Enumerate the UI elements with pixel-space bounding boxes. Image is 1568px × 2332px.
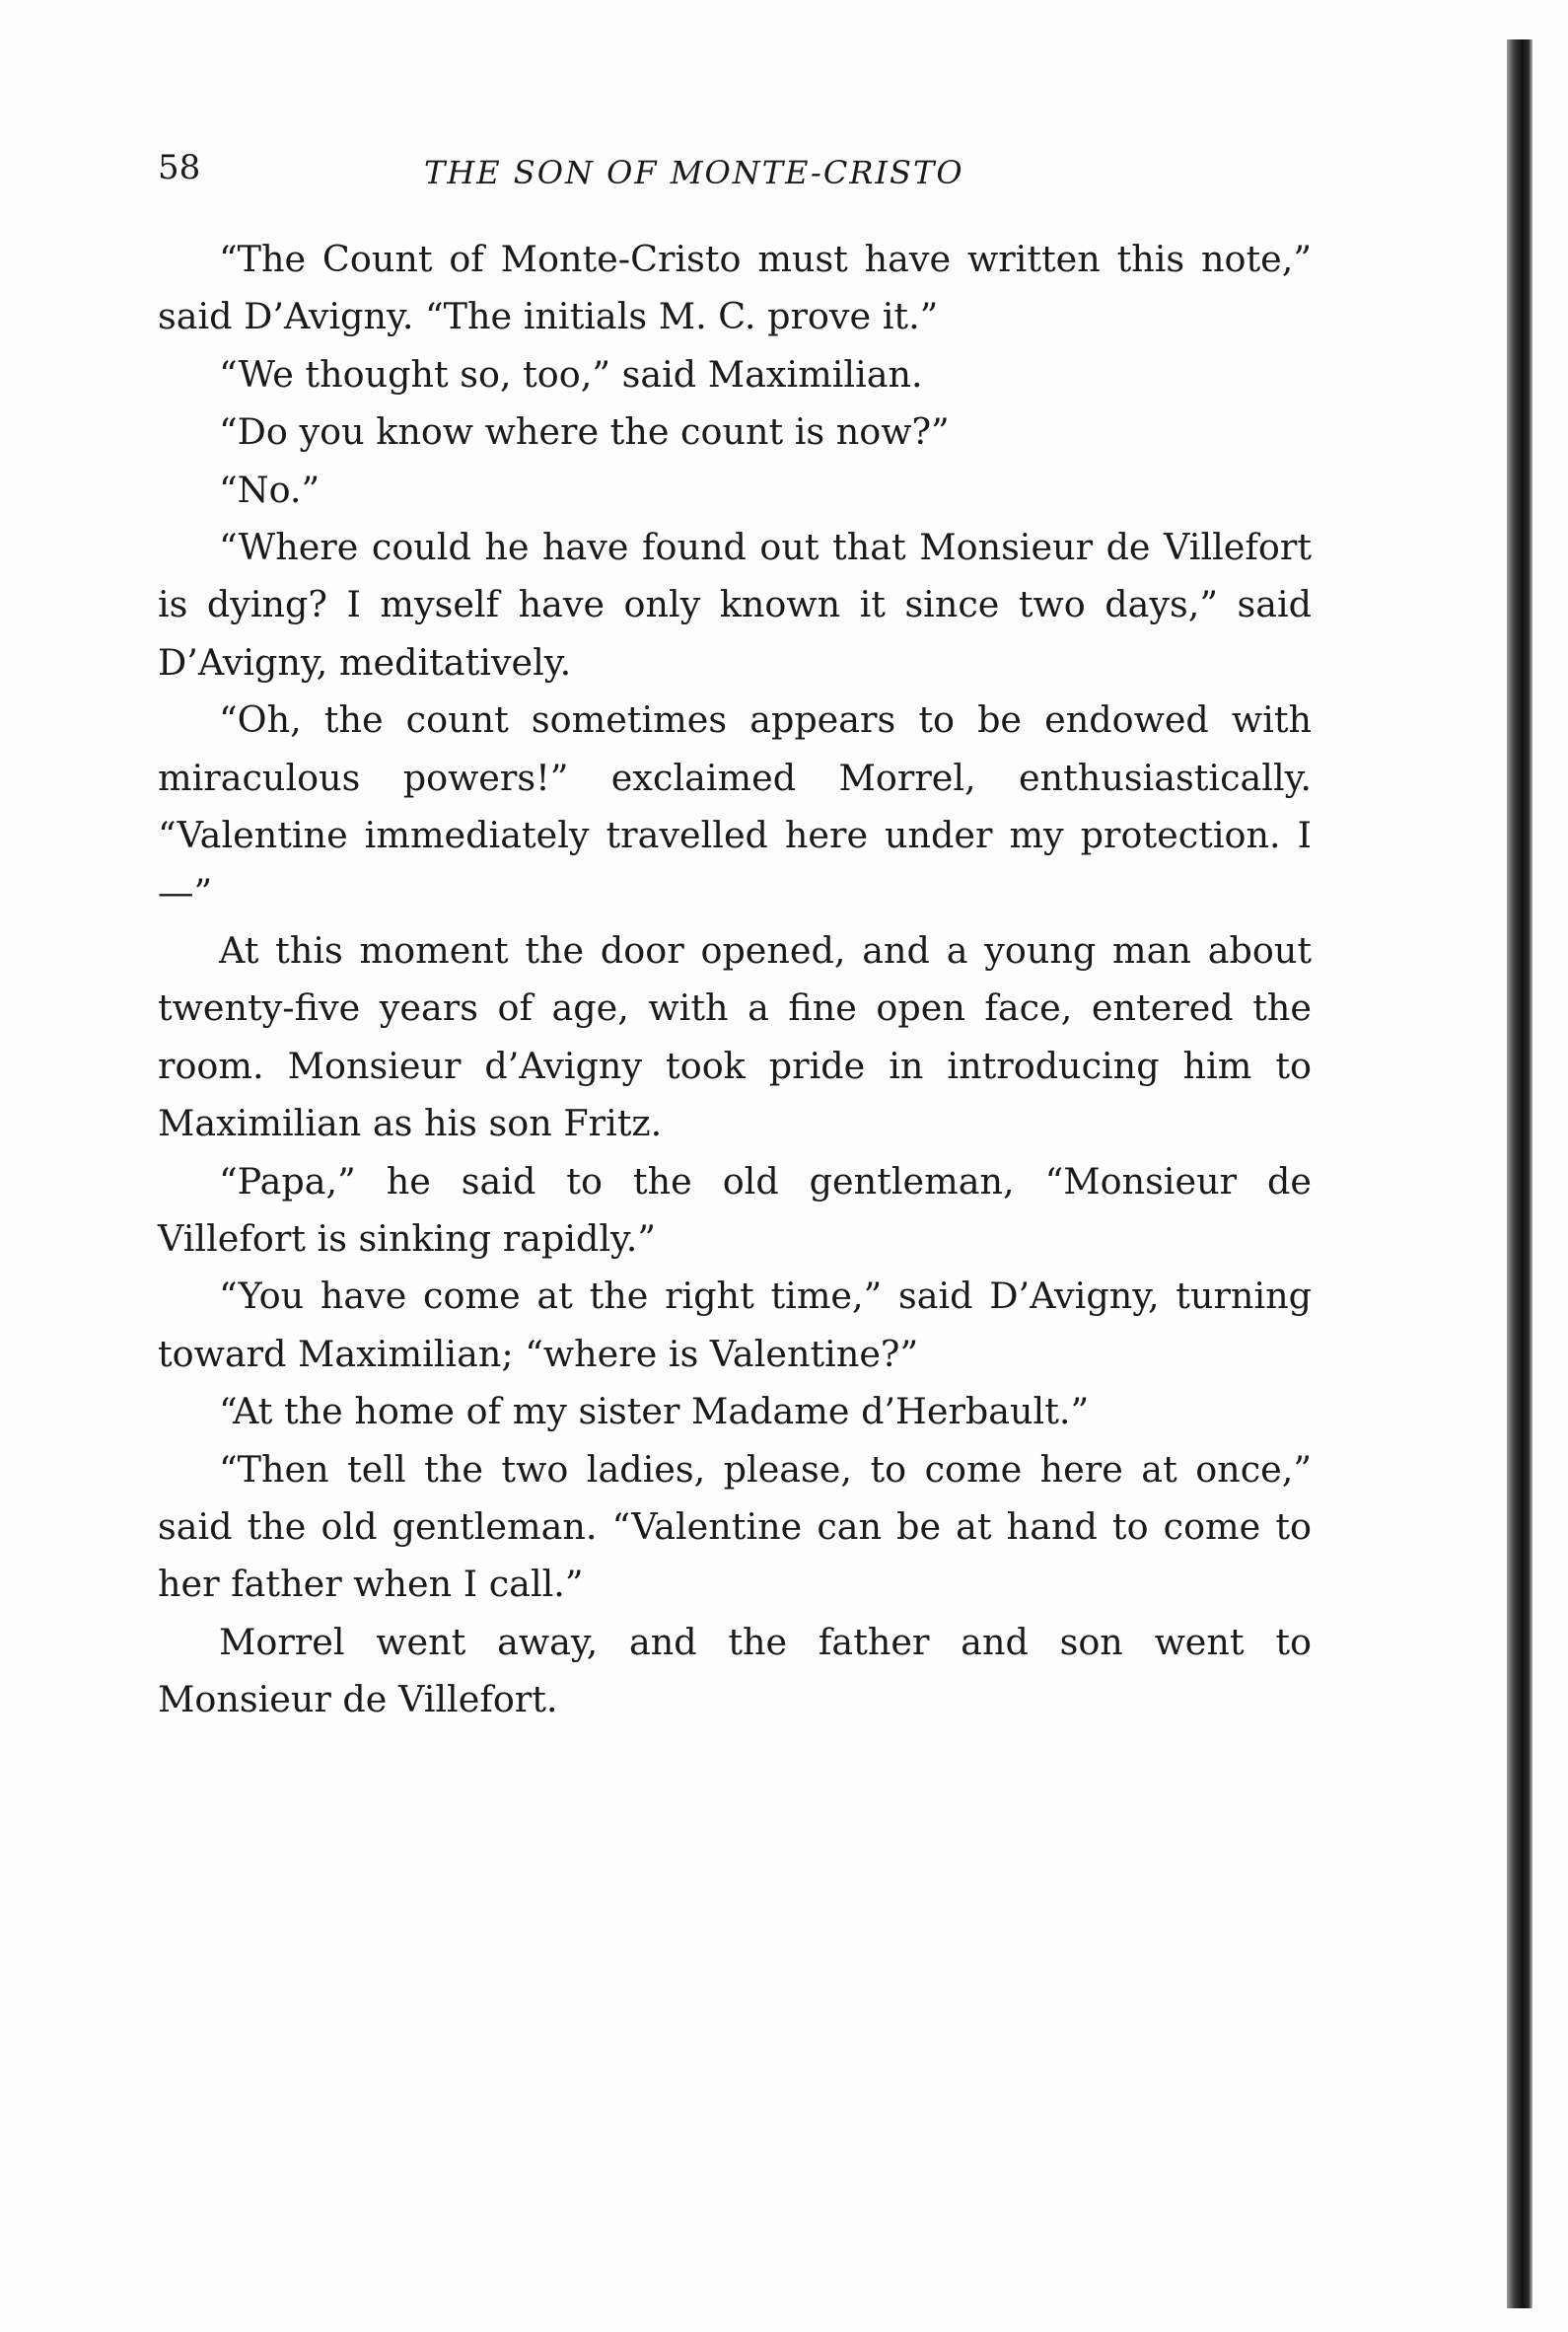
paragraph: “At the home of my sister Madame d’Herbault.” bbox=[219, 1390, 1090, 1433]
paragraph: “Papa,” he said to the old gentleman, “Monsieur de Villefort is sinking rapidly.” bbox=[158, 1159, 1312, 1260]
paragraph: “We thought so, too,” said Maximilian. bbox=[219, 352, 923, 396]
body-text bbox=[158, 231, 1312, 1729]
page-number: 58 bbox=[158, 148, 201, 187]
paragraph: “No.” bbox=[219, 468, 321, 511]
paragraph: “Where could he have found out that Monsieur de Villefort is dying? I myself have only known it since two days,” said D’Avigny, meditatively. bbox=[158, 526, 1312, 684]
book-binding-edge bbox=[1507, 39, 1532, 2308]
paragraph: At this moment the door opened, and a young man about twenty-five years of age, with a fine open face, entered the room. Monsieur d’Avigny took pride in introducing him to Maximilian as his son Fritz. bbox=[158, 928, 1312, 1145]
paragraph: “Then tell the two ladies, please, to come here at once,” said the old gentleman. “Valentine can be at hand to come to her father when I call.” bbox=[158, 1447, 1312, 1606]
running-title: THE SON OF MONTE-CRISTO bbox=[424, 154, 964, 191]
paragraph: “The Count of Monte-Cristo must have written this note,” said D’Avigny. “The initials M. C. prove it.” bbox=[158, 238, 1312, 338]
paragraph: “Do you know where the count is now?” bbox=[219, 410, 950, 454]
paragraph: Morrel went away, and the father and son went to Monsieur de Villefort. bbox=[158, 1620, 1312, 1721]
paragraph: “Oh, the count sometimes appears to be endowed with miraculous powers!” exclaimed Morrel, enthusiastically. “Valentine immediately travelled here under my protection. I—” bbox=[158, 698, 1312, 914]
paragraph: “You have come at the right time,” said D’Avigny, turning toward Maximilian; “where is Valentine?” bbox=[158, 1275, 1312, 1375]
